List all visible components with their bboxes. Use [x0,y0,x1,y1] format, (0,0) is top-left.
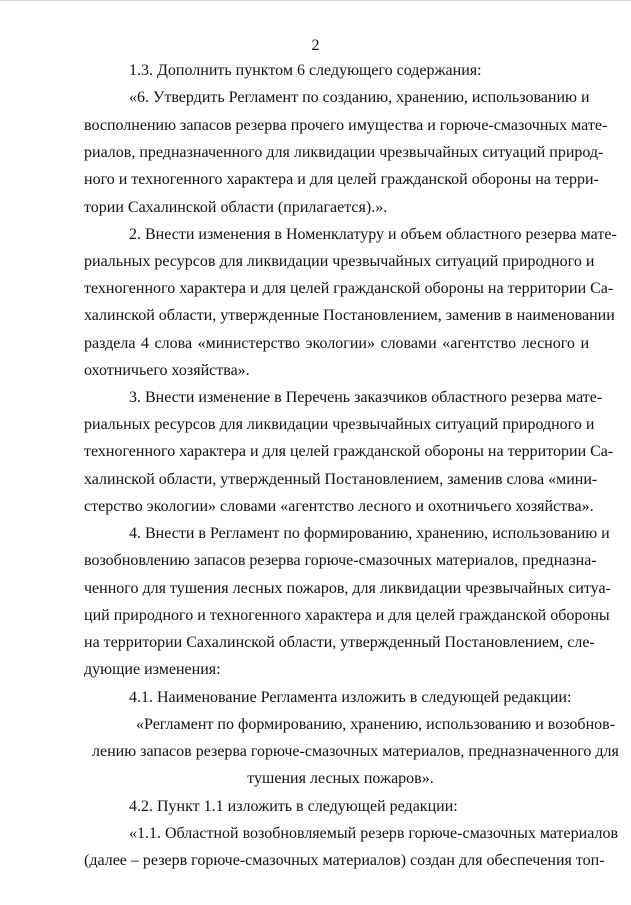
text-line: ченного для тушения лесных пожаров, для ликвидации чрезвычайных ситуа- [84,580,611,597]
text-line: «6. Утвердить Регламент по созданию, хранению, использованию и [129,89,590,106]
text-line: халинской области, утвержденные Постановлением, заменив в наименовании [84,307,615,324]
text-line: на территории Сахалинской области, утвержденный Постановлением, сле- [84,634,595,651]
text-line: раздела 4 слова «министерство экологии» словами «агентство лесного и [84,335,589,352]
scan-top-edge [0,0,631,1]
text-line: «1.1. Областной возобновляемый резерв горюче-смазочных материалов [129,825,618,842]
text-line: 1.3. Дополнить пунктом 6 следующего содержания: [129,62,482,79]
text-line: дующие изменения: [84,661,221,678]
text-line: стерство экологии» словами «агентство лесного и охотничьего хозяйства». [84,498,594,515]
text-line: техногенного характера и для целей гражданской обороны на территории Са- [84,280,614,297]
text-line: (далее – резерв горюче-смазочных материалов) создан для обеспечения топ- [84,852,605,869]
text-line: 3. Внести изменение в Перечень заказчиков областного резерва мате- [129,389,603,406]
text-line: 4. Внести в Регламент по формированию, хранению, использованию и [129,525,610,542]
text-line: 4.1. Наименование Регламента изложить в следующей редакции: [129,689,572,706]
text-line: возобновлению запасов резерва горюче-смазочных материалов, предназна- [84,552,597,569]
text-line: восполнению запасов резерва прочего имущества и горюче-смазочных мате- [84,117,608,134]
text-line: ций природного и техногенного характера и для целей гражданской обороны [84,607,610,624]
text-line: лению запасов резерва горюче-смазочных материалов, предназначенного для [92,743,619,760]
page-number: 2 [311,37,320,54]
text-line: тории Сахалинской области (прилагается).». [84,199,388,216]
text-line: риальных ресурсов для ликвидации чрезвычайных ситуаций природного и [84,416,595,433]
text-line: «Регламент по формированию, хранению, использованию и возобнов- [136,716,616,733]
text-line: техногенного характера и для целей гражданской обороны на территории Са- [84,443,614,460]
text-line: тушения лесных пожаров». [247,770,434,787]
text-line: охотничьего хозяйства». [84,362,250,379]
text-line: риалов, предназначенного для ликвидации чрезвычайных ситуаций природ- [84,144,604,161]
text-line: ного и техногенного характера и для целей гражданской обороны на терри- [84,171,599,188]
text-line: риальных ресурсов для ликвидации чрезвычайных ситуаций природного и [84,253,595,270]
text-line: 4.2. Пункт 1.1 изложить в следующей редакции: [129,798,458,815]
text-line: 2. Внести изменения в Номенклатуру и объем областного резерва мате- [129,226,617,243]
text-line: халинской области, утвержденный Постановлением, заменив слова «мини- [84,471,598,488]
